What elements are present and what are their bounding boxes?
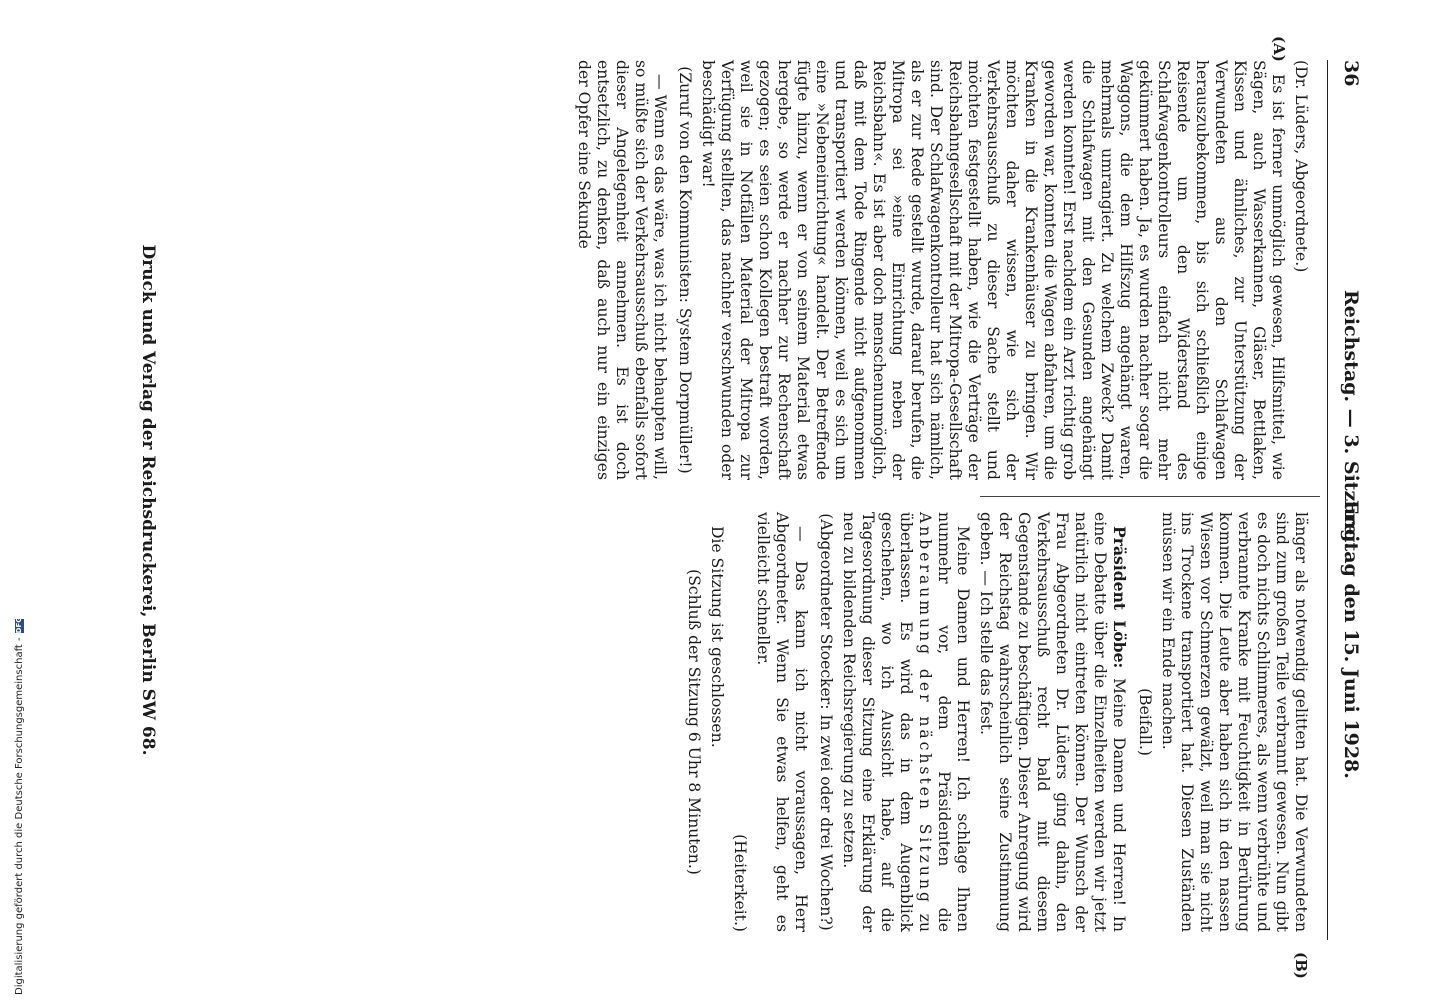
paragraph: — Wenn es das wäre, was ich nicht behaupten will, so müßte sich der Verkehrsausschuß ebenfalls sofort dieser Angelegenheit annehmen. Es ist doch entsetzlich, zu denken, daß auch nur ein einziges der Opfer eine Sekunde: [575, 60, 669, 480]
interjection: (Abgeordneter Stoecker: In zwei oder drei Wochen?): [817, 513, 835, 931]
column-divider: [980, 496, 1320, 497]
rotated-document-page: [78, 36, 1368, 979]
margin-marker-b: (B): [1292, 952, 1310, 979]
paragraph-intro: Meine Damen und Herren! Ich schlage Ihnen nunmehr vor, dem Präsidenten die: [935, 512, 972, 932]
laughter-note: (Heiterkeit.): [731, 834, 749, 932]
paragraph: Es ist ferner unmöglich gewesen, Hilfsmittel, wie Sägen, auch Wasserkannen, Gläser, Bettlaken, Kissen und ähnliches, zur Unterstützung der Verwundeten aus den Schlafwagen herauszubekommen, bis sich schließlich einige Reisende um den Widerstand des Schlafwagenkontrolleurs einfach nicht mehr gekümmert haben. Ja, es wurden nachher sogar die Waggons, die dem Hilfszug angehängt waren, mehrmals umrangiert. Zu welchem Zweck? Damit die Schlafwagen mit den Gesunden angehängt werden konnten! Erst nachdem ein Arzt richtig grob geworden war, konnten die Wagen abfahren, um die Kranken in die Krankenhäuser zu bringen. Wir möchten daher wissen, wie sich der Verkehrsausschuß zu dieser Sache stellt und möchten festgestellt haben, wie die Verträge der Reichsbahngesellschaft mit der Mitropa-Gesellschaft sind. Der Schlafwagenkontrolleur hat sich nämlich, als er zur Rede gestellt wurde, darauf berufen, die Mitropa sei »eine Einrichtung neben der Reichsbahn«. Es ist aber doch menschenunmöglich, daß mit dem Tode Ringende nicht aufgenommen und transportiert werden können, weil es sich um eine »Nebeneinrichtung« handelt. Der Betreffende fügte hinzu, wenn er von seinem Material etwas hergebe, so werde er nachher zur Rechenschaft gezogen; es seien schon Kollegen bestraft worden, weil sie in Notfällen Material der Mitropa zur Verfügung stellten, das nachher verschwunden oder beschädigt war!: [699, 60, 1287, 480]
session-closed: Die Sitzung ist geschlossen.: [708, 526, 726, 748]
emphasized-phrase: Anberaumung der nächsten Sitzung: [916, 512, 934, 905]
header-rule: [1327, 60, 1328, 940]
paragraph: länger als notwendig gelitten hat. Die Verwundeten sind zum großen Teile verbrannt gewesen. Nun gibt es doch nichts Schlimmeres, als wenn verbrühte und verbrannte Kranke mit Feuchtigkeit in Berührung kommen. Die Leute aber haben sich in den nassen Wiesen vor Schmerzen gewälzt, weil man sie nicht ins Trockene transportiert hat. Diesen Zuständen müssen wir ein Ende machen.: [1159, 512, 1310, 932]
session-date: Freitag den 15. Juni 1928.: [1340, 500, 1362, 779]
page-number: 36: [1340, 60, 1362, 87]
digitization-footer: [14, 619, 25, 995]
paragraph: Meine Damen und Herren! In eine Debatte über die Einzelheiten werden wir jetzt natürlich nicht eintreten können. Der Wunsch der Frau Abgeordneten Dr. Lüders ging dahin, den Verkehrsausschuß recht bald mit diesem Gegenstande zu beschäftigen. Dieser Anregung wird der Reichstag wahrscheinlich seine Zustimmung geben. — Ich stelle das fest.: [977, 512, 1128, 932]
footer-text: Digitalisierung gefördert durch die Deutsche Forschungsgemeinschaft -: [14, 637, 25, 995]
margin-marker-a: (A): [1270, 36, 1288, 62]
president-speaker: Präsident Löbe:: [1110, 526, 1129, 669]
applause-note: (Beifall.): [1136, 688, 1154, 756]
right-column: [678, 512, 1310, 932]
session-end-note: (Schluß der Sitzung 6 Uhr 8 Minuten.): [685, 569, 703, 875]
speaker-note: (Dr. Lüders, Abgeordnete.): [1292, 60, 1310, 273]
printer-imprint: Druck und Verlag der Reichsdruckerei, Berlin SW 68.: [138, 244, 158, 756]
dfg-logo-icon: DFG: [15, 617, 23, 634]
running-title: Reichstag. — 3. Sitzung.: [1340, 290, 1362, 549]
left-column: [570, 60, 1310, 480]
paragraph: — Das kann ich nicht voraussagen, Herr Abgeordneter. Wenn Sie etwas helfen, geht es vielleicht schneller.: [754, 512, 810, 932]
interjection: (Zuruf von den Kommunisten: System Dorpmüller!): [676, 66, 694, 474]
paragraph-rest: zu überlassen. Es wird das in dem Augenblick geschehen, wo ich Aussicht habe, auf die Tagesordnung dieser Sitzung eine Erklärung der neu zu bildenden Reichsregierung zu setzen.: [840, 512, 934, 932]
